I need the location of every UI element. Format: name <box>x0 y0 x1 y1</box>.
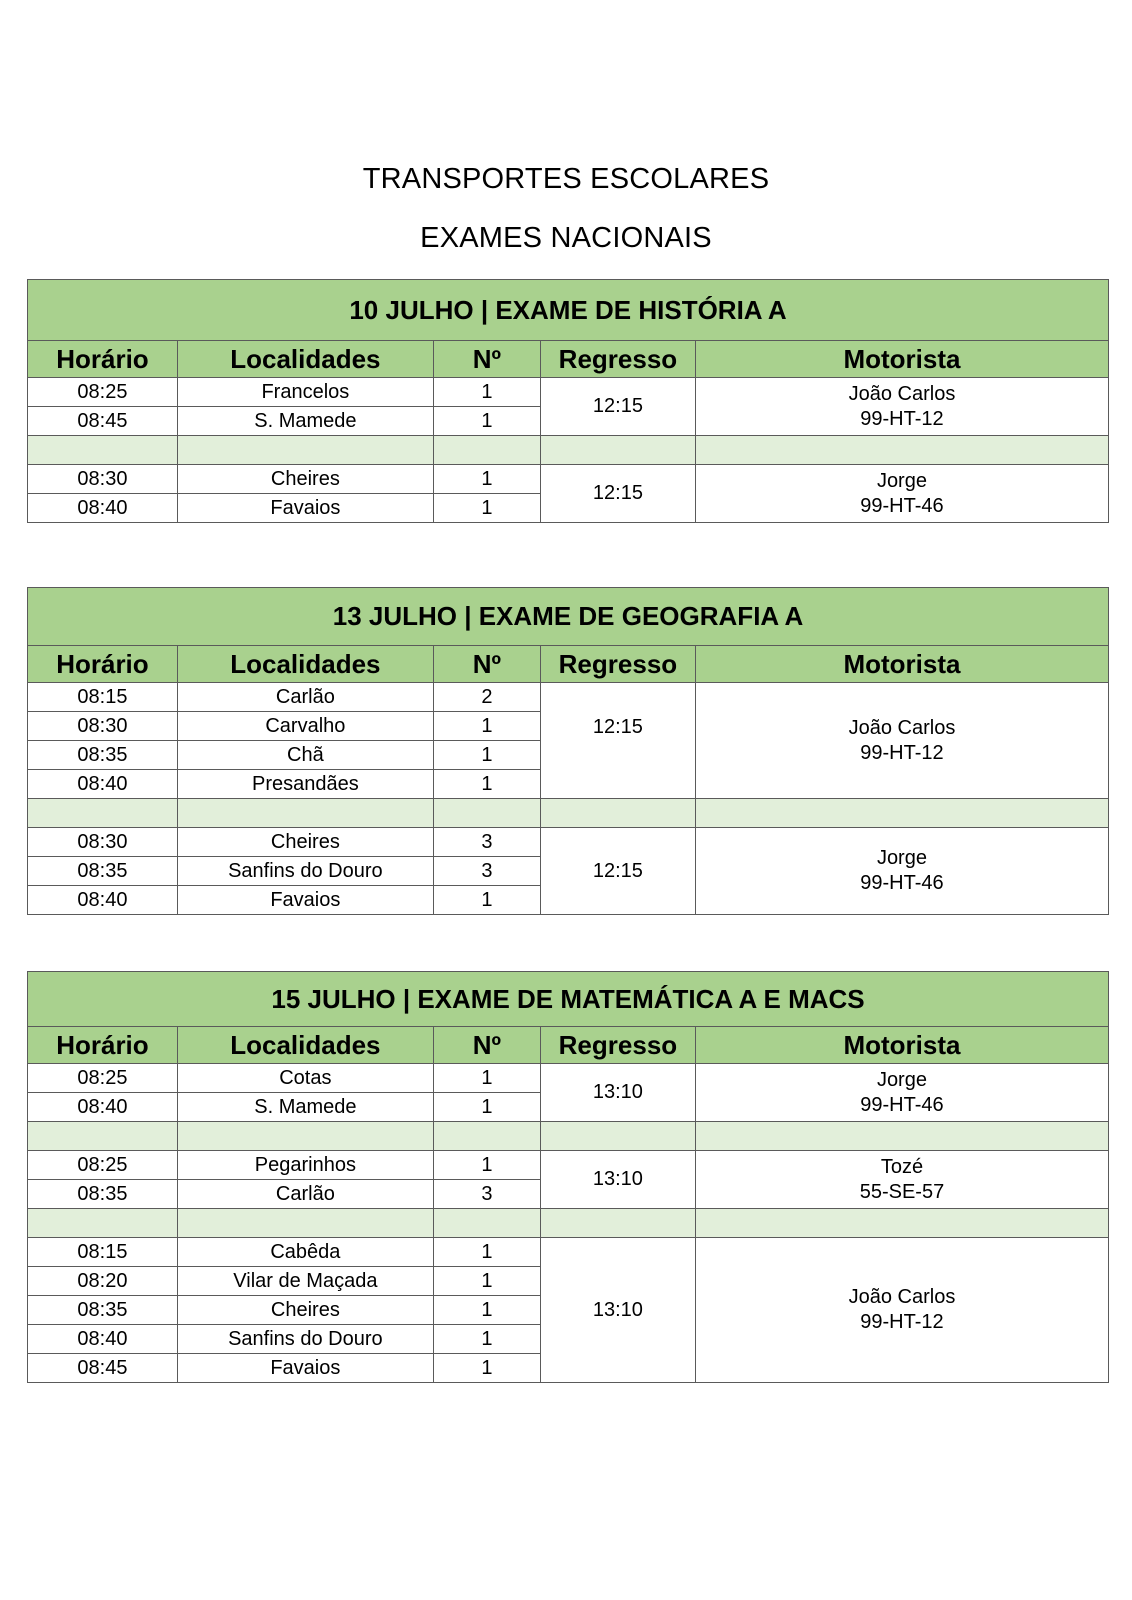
driver-name: Tozé <box>880 1155 924 1178</box>
schedule-table-15-julho <box>27 971 1109 1383</box>
count-cell: 1 <box>433 1267 540 1296</box>
count-cell: 1 <box>433 1093 540 1122</box>
column-header-horario: Horário <box>28 646 178 683</box>
document-title: TRANSPORTES ESCOLARES <box>362 163 770 195</box>
table-row <box>28 828 1109 857</box>
column-header-motorista: Motorista <box>695 1027 1108 1064</box>
table-row <box>28 1064 1109 1093</box>
place-cell: S. Mamede <box>177 1093 433 1122</box>
table-row <box>28 465 1109 494</box>
time-cell: 08:30 <box>28 712 178 741</box>
return-time-cell: 12:15 <box>540 683 695 799</box>
column-header-horario: Horário <box>28 1027 178 1064</box>
place-cell: Carlão <box>177 1180 433 1209</box>
count-cell: 1 <box>433 770 540 799</box>
time-cell: 08:35 <box>28 1296 178 1325</box>
column-header-localidades: Localidades <box>177 646 433 683</box>
count-cell: 1 <box>433 407 540 436</box>
time-cell: 08:35 <box>28 741 178 770</box>
time-cell: 08:35 <box>28 1180 178 1209</box>
table-row <box>28 1238 1109 1267</box>
place-cell: Cheires <box>177 465 433 494</box>
section-heading: 10 JULHO | EXAME DE HISTÓRIA A <box>28 280 1109 341</box>
driver-cell <box>695 1238 1108 1383</box>
driver-cell <box>695 683 1108 799</box>
driver-cell <box>695 1064 1108 1122</box>
place-cell: Cheires <box>177 1296 433 1325</box>
return-time-cell: 12:15 <box>540 378 695 436</box>
time-cell: 08:40 <box>28 1325 178 1354</box>
count-cell: 1 <box>433 741 540 770</box>
count-cell: 1 <box>433 1296 540 1325</box>
column-header-regresso: Regresso <box>540 341 695 378</box>
place-cell: Carvalho <box>177 712 433 741</box>
schedule-table-10-julho <box>27 279 1109 523</box>
column-header-motorista: Motorista <box>695 341 1108 378</box>
place-cell: Favaios <box>177 1354 433 1383</box>
time-cell: 08:20 <box>28 1267 178 1296</box>
group-separator-row <box>28 436 1109 465</box>
count-cell: 1 <box>433 1238 540 1267</box>
count-cell: 3 <box>433 857 540 886</box>
return-time-cell: 13:10 <box>540 1151 695 1209</box>
driver-name: João Carlos <box>848 1286 956 1308</box>
table-row <box>28 1151 1109 1180</box>
place-cell: Sanfins do Douro <box>177 1325 433 1354</box>
place-cell: Sanfins do Douro <box>177 857 433 886</box>
group-separator-row <box>28 799 1109 828</box>
place-cell: Francelos <box>177 378 433 407</box>
vehicle-plate: 99-HT-46 <box>860 872 944 894</box>
count-cell: 3 <box>433 1180 540 1209</box>
time-cell: 08:35 <box>28 857 178 886</box>
place-cell: Pegarinhos <box>177 1151 433 1180</box>
driver-cell <box>695 1151 1108 1209</box>
return-time-cell: 13:10 <box>540 1238 695 1383</box>
count-cell: 1 <box>433 886 540 915</box>
count-cell: 1 <box>433 1325 540 1354</box>
return-time-cell: 12:15 <box>540 828 695 915</box>
count-cell: 1 <box>433 1151 540 1180</box>
schedule-table-13-julho <box>27 587 1109 915</box>
count-cell: 1 <box>433 494 540 523</box>
place-cell: Chã <box>177 741 433 770</box>
vehicle-plate: 99-HT-12 <box>860 741 944 764</box>
time-cell: 08:40 <box>28 494 178 523</box>
time-cell: 08:15 <box>28 1238 178 1267</box>
time-cell: 08:25 <box>28 1064 178 1093</box>
place-cell: Carlão <box>177 683 433 712</box>
driver-name: Jorge <box>876 469 927 492</box>
driver-name: João Carlos <box>848 382 956 405</box>
column-header-motorista: Motorista <box>695 646 1108 683</box>
count-cell: 3 <box>433 828 540 857</box>
column-header-numero: Nº <box>433 1027 540 1064</box>
return-time-cell: 13:10 <box>540 1064 695 1122</box>
section-heading: 13 JULHO | EXAME DE GEOGRAFIA A <box>28 588 1109 646</box>
place-cell: Vilar de Maçada <box>177 1267 433 1296</box>
column-header-numero: Nº <box>433 341 540 378</box>
vehicle-plate: 99-HT-12 <box>860 407 944 430</box>
column-header-numero: Nº <box>433 646 540 683</box>
table-row <box>28 683 1109 712</box>
time-cell: 08:30 <box>28 465 178 494</box>
vehicle-plate: 99-HT-46 <box>860 1093 944 1116</box>
section-heading: 15 JULHO | EXAME DE MATEMÁTICA A E MACS <box>28 972 1109 1027</box>
time-cell: 08:40 <box>28 770 178 799</box>
count-cell: 1 <box>433 1354 540 1383</box>
count-cell: 1 <box>433 465 540 494</box>
driver-name: Jorge <box>876 1068 927 1091</box>
vehicle-plate: 55-SE-57 <box>859 1180 945 1203</box>
time-cell: 08:25 <box>28 1151 178 1180</box>
time-cell: 08:40 <box>28 886 178 915</box>
return-time-cell: 12:15 <box>540 465 695 523</box>
time-cell: 08:40 <box>28 1093 178 1122</box>
time-cell: 08:15 <box>28 683 178 712</box>
column-header-localidades: Localidades <box>177 1027 433 1064</box>
driver-cell <box>695 828 1108 915</box>
driver-cell <box>695 378 1108 436</box>
driver-name: Jorge <box>876 847 927 869</box>
count-cell: 1 <box>433 378 540 407</box>
vehicle-plate: 99-HT-12 <box>860 1311 944 1333</box>
group-separator-row <box>28 1122 1109 1151</box>
vehicle-plate: 99-HT-46 <box>860 494 944 517</box>
column-header-regresso: Regresso <box>540 646 695 683</box>
place-cell: Favaios <box>177 494 433 523</box>
count-cell: 1 <box>433 712 540 741</box>
time-cell: 08:30 <box>28 828 178 857</box>
time-cell: 08:45 <box>28 407 178 436</box>
place-cell: Favaios <box>177 886 433 915</box>
place-cell: S. Mamede <box>177 407 433 436</box>
driver-cell <box>695 465 1108 523</box>
place-cell: Cheires <box>177 828 433 857</box>
place-cell: Presandães <box>177 770 433 799</box>
column-header-horario: Horário <box>28 341 178 378</box>
place-cell: Cabêda <box>177 1238 433 1267</box>
count-cell: 1 <box>433 1064 540 1093</box>
table-row <box>28 378 1109 407</box>
time-cell: 08:45 <box>28 1354 178 1383</box>
document-subtitle: EXAMES NACIONAIS <box>420 222 712 254</box>
driver-name: João Carlos <box>848 716 956 739</box>
group-separator-row <box>28 1209 1109 1238</box>
time-cell: 08:25 <box>28 378 178 407</box>
place-cell: Cotas <box>177 1064 433 1093</box>
column-header-localidades: Localidades <box>177 341 433 378</box>
count-cell: 2 <box>433 683 540 712</box>
column-header-regresso: Regresso <box>540 1027 695 1064</box>
